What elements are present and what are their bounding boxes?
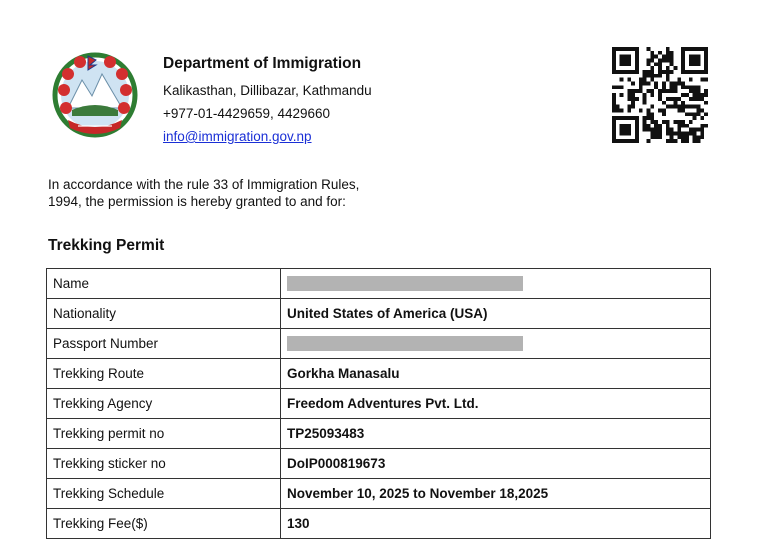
row-value: Freedom Adventures Pvt. Ltd. bbox=[281, 389, 711, 419]
table-row bbox=[47, 329, 711, 359]
row-value: 130 bbox=[281, 509, 711, 539]
department-phone: +977-01-4429659, 4429660 bbox=[163, 106, 331, 121]
table-row bbox=[47, 269, 711, 299]
row-label: Name bbox=[47, 269, 281, 299]
table-row bbox=[47, 509, 711, 539]
table-row bbox=[47, 299, 711, 329]
qr-code-icon bbox=[612, 47, 708, 143]
row-value bbox=[281, 269, 711, 299]
table-row bbox=[47, 359, 711, 389]
row-label: Trekking Schedule bbox=[47, 479, 281, 509]
header-block bbox=[163, 55, 372, 148]
row-label: Trekking Agency bbox=[47, 389, 281, 419]
row-value: United States of America (USA) bbox=[281, 299, 711, 329]
row-label: Trekking Fee($) bbox=[47, 509, 281, 539]
nepal-emblem-icon bbox=[50, 50, 140, 140]
intro-paragraph bbox=[48, 176, 468, 210]
row-label: Nationality bbox=[47, 299, 281, 329]
row-value: Gorkha Manasalu bbox=[281, 359, 711, 389]
row-label: Trekking sticker no bbox=[47, 449, 281, 479]
row-label: Trekking permit no bbox=[47, 419, 281, 449]
permit-table bbox=[46, 268, 711, 539]
row-value: TP25093483 bbox=[281, 419, 711, 449]
row-value bbox=[281, 329, 711, 359]
table-row bbox=[47, 389, 711, 419]
department-address: Kalikasthan, Dillibazar, Kathmandu bbox=[163, 83, 372, 98]
row-value: DoIP000819673 bbox=[281, 449, 711, 479]
department-email-link[interactable]: info@immigration.gov.np bbox=[163, 129, 312, 144]
row-label: Passport Number bbox=[47, 329, 281, 359]
table-row bbox=[47, 449, 711, 479]
table-row bbox=[47, 479, 711, 509]
row-value: November 10, 2025 to November 18,2025 bbox=[281, 479, 711, 509]
department-title: Department of Immigration bbox=[163, 55, 362, 72]
row-label: Trekking Route bbox=[47, 359, 281, 389]
redacted-value bbox=[287, 336, 523, 351]
intro-line-1: In accordance with the rule 33 of Immigration Rules, bbox=[48, 177, 360, 192]
redacted-value bbox=[287, 276, 523, 291]
table-row bbox=[47, 419, 711, 449]
permit-title: Trekking Permit bbox=[48, 237, 165, 254]
intro-line-2: 1994, the permission is hereby granted to and for: bbox=[48, 194, 346, 209]
